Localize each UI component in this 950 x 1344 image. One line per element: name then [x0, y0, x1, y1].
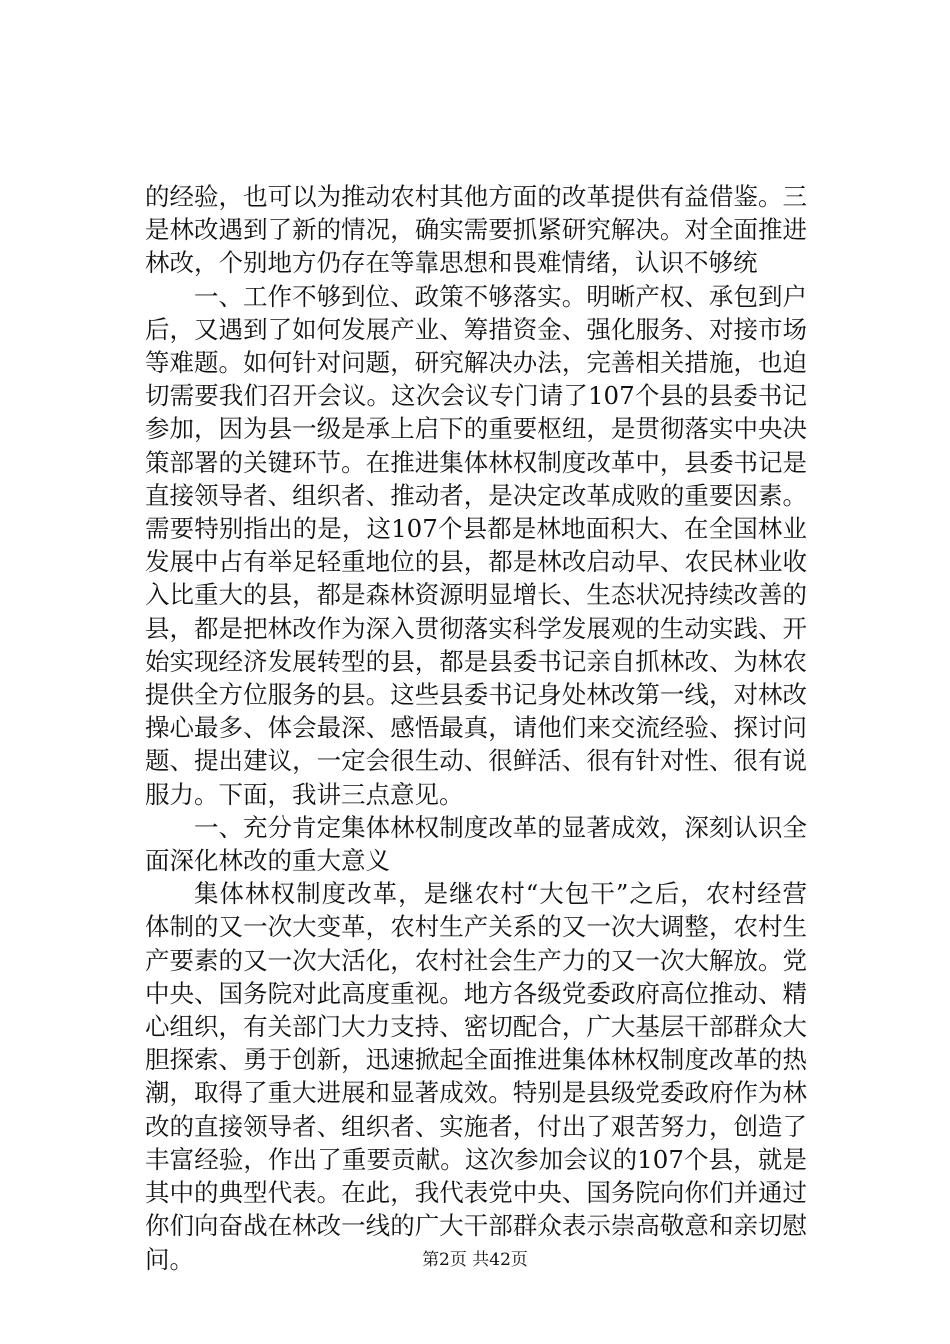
paragraph-1: 的经验，也可以为推动农村其他方面的改革提供有益借鉴。三是林改遇到了新的情况，确实需要抓紧研究解决。对全面推进林改，个别地方仍存在等靠思想和畏难情绪，认识不够统 — [145, 182, 807, 278]
section-heading: 一、充分肯定集体林权制度改革的显著成效，深刻认识全面深化林改的重大意义 — [145, 812, 807, 876]
page-number: 第2页 共42页 — [422, 1250, 528, 1270]
paragraph-2: 一、工作不够到位、政策不够落实。明晰产权、承包到户后，又遇到了如何发展产业、筹措资金、强化服务、对接市场等难题。如何针对问题，研究解决办法，完善相关措施，也迫切需要我们召开会议。这次会议专门请了107个县的县委书记参加，因为县一级是承上启下的重要枢纽，是贯彻落实中央决策部署的关键环节。在推进集体林权制度改革中，县委书记是直接领导者、组织者、推动者，是决定改革成败的重要因素。需要特别指出的是，这107个县都是林地面积大、在全国林业发展中占有举足轻重地位的县，都是林改启动早、农民林业收入比重大的县，都是森林资源明显增长、生态状况持续改善的县，都是把林改作为深入贯彻落实科学发展观的生动实践、开始实现经济发展转型的县，都是县委书记亲自抓林改、为林农提供全方位服务的县。这些县委书记身处林改第一线，对林改操心最多、体会最深、感悟最真，请他们来交流经验、探讨问题、提出建议，一定会很生动、很鲜活、很有针对性、很有说服力。下面，我讲三点意见。 — [145, 281, 807, 809]
page-footer — [0, 1245, 950, 1270]
paragraph-4: 集体林权制度改革，是继农村“大包干”之后，农村经营体制的又一次大变革，农村生产关系的又一次大调整，农村生产要素的又一次大活化，农村社会生产力的又一次大解放。党中央、国务院对此高度重视。地方各级党委政府高位推动、精心组织，有关部门大力支持、密切配合，广大基层干部群众大胆探索、勇于创新，迅速掀起全面推进集体林权制度改革的热潮，取得了重大进展和显著成效。特别是县级党委政府作为林改的直接领导者、组织者、实施者，付出了艰苦努力，创造了丰富经验，作出了重要贡献。这次参加会议的107个县，就是其中的典型代表。在此，我代表党中央、国务院向你们并通过你们向奋战在林改一线的广大干部群众表示崇高敬意和亲切慰问。 — [145, 879, 807, 1274]
document-body — [145, 180, 807, 1276]
